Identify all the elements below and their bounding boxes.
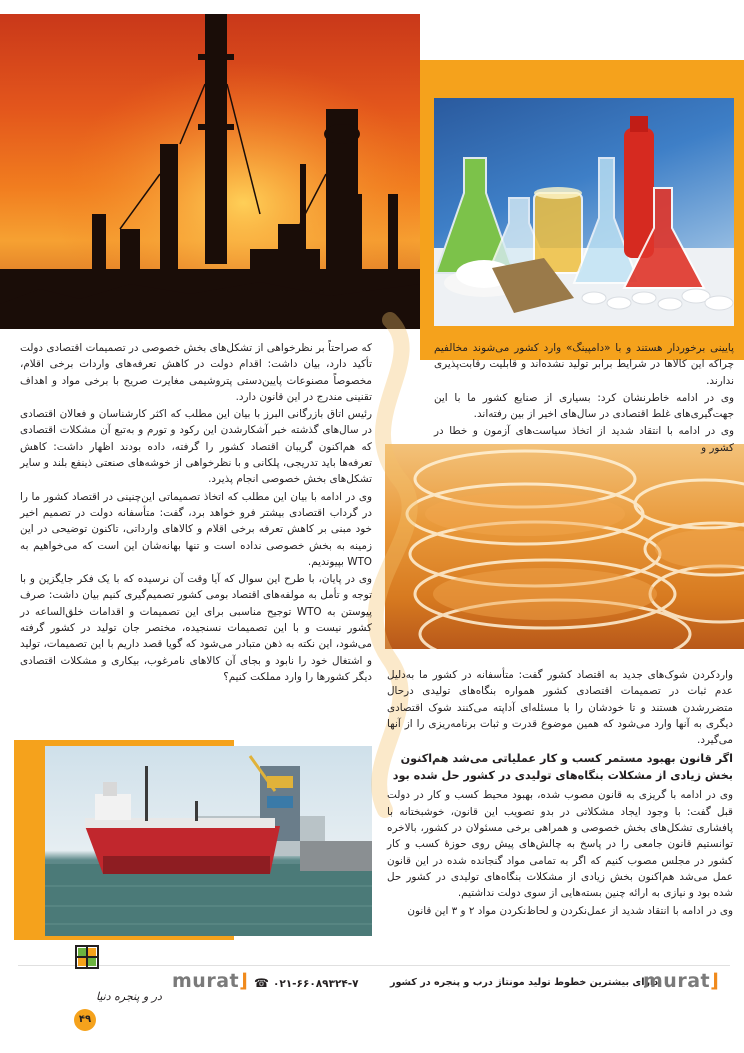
article-paragraph: وی در ادامه با بیان این مطلب که اتخاذ تصمیماتی این‌چنینی در اقتصاد کشور ما را در گرداب اقتصادی بیشتر فرو خواهد برد، گفت: متأسفانه دولت در تصمیم اخیر خود مبنی بر کاهش تعرفه برخی اقلام و کالاهای وارداتی، تاکنون توضیحی در این زمینه به بخش خصوصی نداده است و تنها بهانه‌شان این است که می‌خواهیم به WTO بپیوندیم. xyxy=(20,490,372,568)
laboratory-flasks-photo xyxy=(434,98,734,326)
article-paragraph: وی در پایان، با طرح این سوال که آیا وقت آن نرسیده که با یک فکر جایگزین و با توجه و تأمل به مولفه‌های اقتصاد بومی کشور تصمیم‌گیری کنیم بیان داشت: صرف پیوستن به WTO توجیح مناسبی برای این تصمیمات و اقدامات خلق‌الساعه در کشور نیست و با این تصمیمات نسنجیده، مختصر جان تولید در کشور گرفته می‌شود، این نکته به ذهن متبادر می‌شود که گویا قصد داریم با این تصمیمات، تولید و اشتغال خود را نابود و بجای آن کالاهای نامرغوب، بیکاری و مشکلات اقتصادی دیگر کشورها را وارد مملکت کنیم؟ xyxy=(20,573,372,683)
magazine-name: در و پنجره دنیا xyxy=(96,990,162,1003)
article-column-left xyxy=(20,340,372,686)
article-paragraph: واردکردن شوک‌های جدید به اقتصاد کشور گفت: متأسفانه در کشور ما به‌دلیل عدم ثبات در تصمیمات اقتصادی کشور همواره بنگاه‌های تولیدی درحال متضررشدن هستند و تا خودشان را با مسئله‌ای آداپته می‌کنند شوک اقتصادی دیگری به آنها وارد می‌شود که همین موضوع قدرت و ثبات برنامه‌ریزی را از آنها می‌گیرد. xyxy=(387,669,733,747)
article-paragraph: وی در ادامه با گریزی به قانون مصوب شده، بهبود محیط کسب و کار در دولت قبل گفت: با وجود ایجاد مشکلاتی در بدو تصویب این قانون، خوشبختانه با پافشاری تشکل‌های بخش خصوصی و همراهی برخی مسئولان در کشور، بالاخره توانستیم قانون جامعی را در پاسخ به چالش‌های پیش روی حوزهٔ کسب و کار کشور در مجلس مصوب کنیم که اگر به تمامی مواد گنجانده شده در این قانون عمل می‌شد هم‌اکنون بخش زیادی از مشکلات بنگاه‌های تولیدی در کشور حل شده بود و نیازی به ارائه چنین بسته‌هایی از سوی دولت نداشتیم. xyxy=(387,789,733,900)
brand-wordmark: murat xyxy=(643,970,711,992)
article-paragraph: پایینی برخوردار هستند و با «دامپینگ» وارد کشور می‌شوند مخالفیم چراکه این کالاها در شرایط برابر تولید نشده‌اند و قابلیت رقابت‌پذیری ندارند. xyxy=(434,342,734,387)
footer-phone xyxy=(254,976,359,990)
article-column-right-top xyxy=(434,340,734,457)
magazine-logo-icon xyxy=(62,944,110,992)
footer-divider xyxy=(18,965,730,966)
brand-wordmark: murat xyxy=(172,970,240,992)
article-paragraph: وی در ادامه با انتقاد شدید از اتخاذ سیاست‌های آزمون و خطا در کشور و xyxy=(434,425,734,454)
telephone-icon: ☎ xyxy=(254,976,269,990)
brand-logo-left xyxy=(172,970,248,992)
refinery-sunset-photo xyxy=(0,14,420,329)
article-subheadline: اگر قانون بهبود مستمر کسب و کار عملیاتی می‌شد هم‌اکنون بخش زیادی از مشکلات بنگاه‌های تولیدی در کشور حل شده بود xyxy=(392,752,733,783)
tanker-ship-photo xyxy=(45,746,372,936)
brand-bracket-icon: ⌋ xyxy=(710,970,720,992)
footer-slogan: دارای بیشترین خطوط تولید مونتاژ درب و پنجره در کشور xyxy=(390,977,659,988)
article-paragraph: رئیس اتاق بازرگانی البرز با بیان این مطلب که اکثر کارشناسان و فعالان اقتصادی در سال‌های گذشته خبر آشکارشدن این رکود و تورم و به‌تبع آن مشکلات اقتصادی که هم‌اکنون گریبان اقتصاد کشور را گرفته، داده بودند اظهار داشت: کاهش تعرفه‌ها باید تدریجی، پلکانی و با نظرخواهی از خوشه‌های صنعتی ذینفع بلند و سایر تشکل‌های بخش خصوصی انجام پذیرد. xyxy=(20,408,372,486)
brand-bracket-icon: ⌋ xyxy=(239,970,249,992)
article-paragraph: که صراحتاً بر نظرخواهی از تشکل‌های بخش خصوصی در تصمیمات اقتصادی دولت تأکید دارد، بیان داشت: اقدام دولت در کاهش تعرفه‌های واردات برخی اقلام، مخصوصاً مصنوعات پایین‌دستی پتروشیمی مغایرت صریح با برخی مواد و اهداف تقنینی مندرج در این قانون دارد. xyxy=(20,342,372,403)
page-number: ۴۹ xyxy=(74,1009,96,1031)
phone-number: ۰۲۱-۶۶۰۸۹۳۲۴-۷ xyxy=(272,978,359,990)
article-column-right-bottom xyxy=(387,667,733,920)
article-paragraph: وی در ادامه خاطرنشان کرد: بسیاری از صنایع کشور ما با این جهت‌گیری‌های غلط اقتصادی در سال‌های اخیر از بین رفته‌اند. xyxy=(434,391,734,421)
article-paragraph: وی در ادامه با انتقاد شدید از عمل‌نکردن و لحاظ‌نکردن مواد ۲ و ۳ این قانون xyxy=(407,904,733,917)
brand-logo-right xyxy=(643,970,719,992)
